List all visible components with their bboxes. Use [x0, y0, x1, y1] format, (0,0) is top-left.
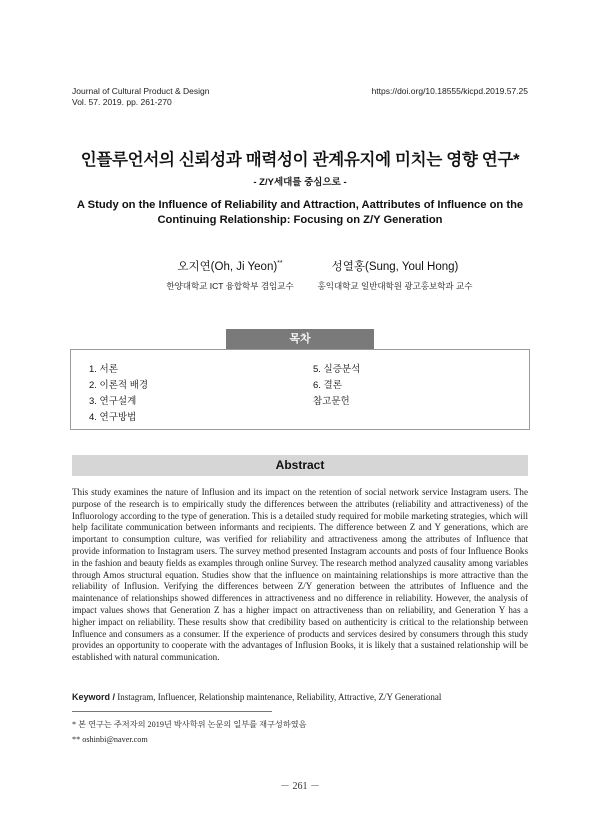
toc-box — [70, 349, 530, 430]
journal-volume: Vol. 57. 2019. pp. 261-270 — [72, 97, 172, 107]
keyword-label: Keyword / — [72, 692, 116, 702]
keyword-line — [72, 692, 542, 702]
doi-link[interactable]: https://doi.org/10.18555/kicpd.2019.57.25 — [371, 86, 528, 96]
toc-item: 2. 이론적 배경 — [89, 380, 149, 391]
page-number: － 261 － — [280, 781, 320, 792]
title-english: A Study on the Influence of Reliability and Attraction, Aattributes of Influence on the Continuing Relationship: Focusing on Z/Y Generation — [76, 199, 524, 226]
journal-header — [72, 86, 210, 108]
toc-item: 6. 결론 — [313, 380, 342, 391]
author-2 — [305, 258, 485, 292]
toc-item: 5. 실증분석 — [313, 364, 361, 375]
author-1 — [140, 258, 320, 292]
abstract-text: This study examines the nature of Influsion and its impact on the retention of social network service Instagram users. The purpose of the research is to empirically study the differences between the attributes (reliability and attractiveness) of the Influorology according to the type of generation. This is a detailed study required for mobile marketing strategies, which will help facilitate communication between informants and recipients. The difference between Z and Y generations, which are important to consumption culture, was verified for reliability and attractiveness among the attributes of Influence that provide information to Instagram users. The survey method presented Instagram accounts and posts of four Influence Books in the fashion and beauty fields as examples through online Survey. The research method analyzed causality among variables through Amos structural equation. Studies show that the influence on maintaining relationships is more attractive than the reliability of Influsion. Verifying the differences between Z/Y generation between the attributes of Influence and the maintenance of relationships showed differences in attractiveness and no difference in reliability. However, the analysis of impact values shows that Generation Z has a higher impact on attractiveness than on reliability, and Generation Y has a higher impact on reliability. These results show that credibility based on authenticity is critical to the relationship between Influence and consumers as a consumer. If the experience of products and services desired by consumers through this study provides an opportunity to cooperate with the advantages of Influsion Books, it is likely that a sustained relationship will be established with natural communication. — [72, 487, 528, 663]
toc-item: 참고문헌 — [313, 396, 350, 407]
toc-item: 1. 서론 — [89, 364, 118, 375]
author-1-name: 오지연(Oh, Ji Yeon) — [177, 261, 278, 273]
author-2-affiliation: 홍익대학교 일반대학원 광고홍보학과 교수 — [317, 281, 473, 291]
footnote-divider — [72, 711, 272, 712]
toc-item: 4. 연구방법 — [89, 412, 137, 423]
footnote-2-email[interactable]: ** oshinbi@naver.com — [72, 735, 148, 744]
abstract-heading: Abstract — [72, 455, 528, 476]
toc-left-column — [89, 362, 148, 426]
footnote-1: * 본 연구는 주저자의 2019년 박사학위 논문의 일부를 재구성하였음 — [72, 720, 307, 729]
toc-right-column — [313, 362, 360, 410]
toc-item: 3. 연구설계 — [89, 396, 137, 407]
author-1-affiliation: 한양대학교 ICT 융합학부 겸임교수 — [166, 281, 294, 291]
journal-name: Journal of Cultural Product & Design — [72, 86, 210, 96]
subtitle-korean: - Z/Y세대를 중심으로 - — [253, 177, 347, 188]
keyword-terms: Instagram, Influencer, Relationship maintenance, Reliability, Attractive, Z/Y Generational — [117, 692, 442, 702]
author-1-mark: ** — [277, 260, 283, 268]
toc-heading: 목차 — [226, 329, 374, 349]
title-korean: 인플루언서의 신뢰성과 매력성이 관계유지에 미치는 영향 연구* — [80, 151, 520, 169]
author-2-name: 성열홍(Sung, Youl Hong) — [331, 261, 459, 273]
